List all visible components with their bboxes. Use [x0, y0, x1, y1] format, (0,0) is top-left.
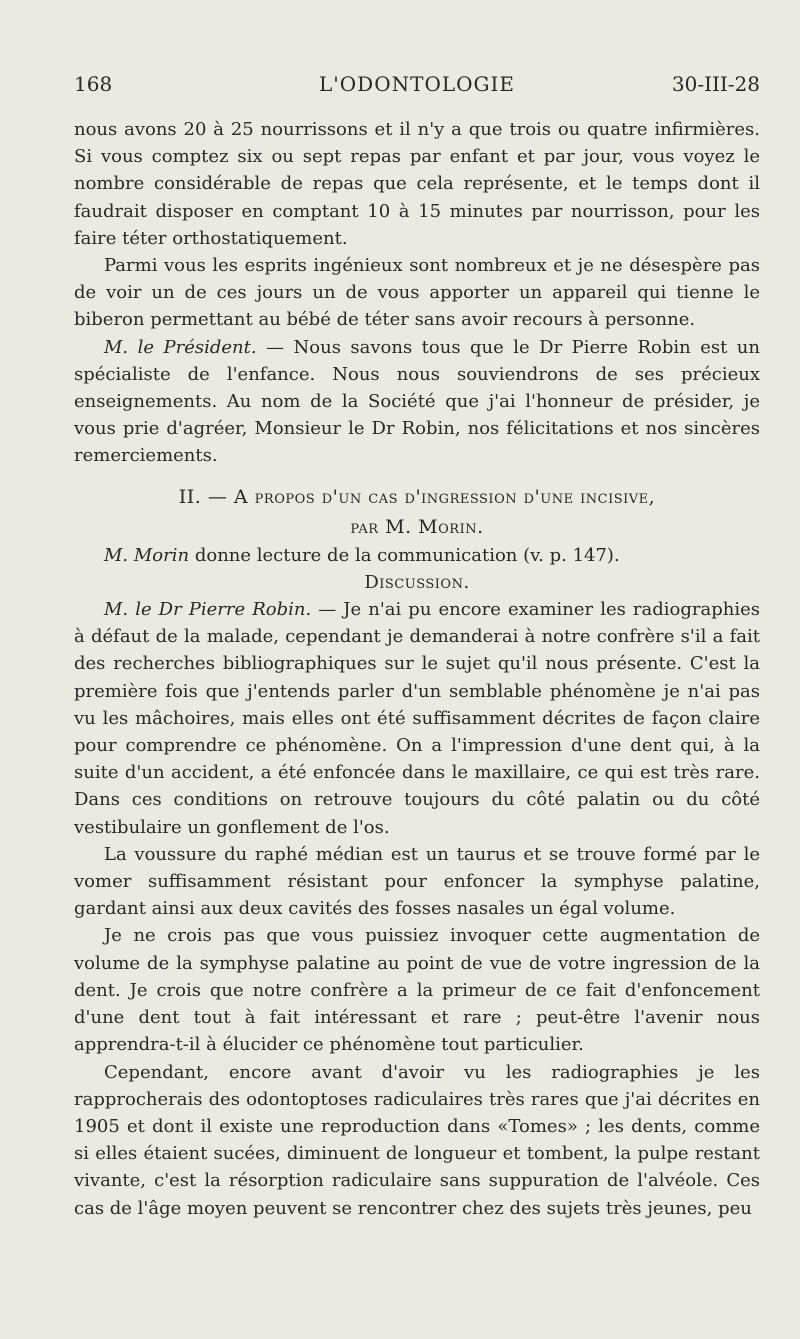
paragraph-5-text: — Je n'ai pu encore examiner les radiographies à défaut de la malade, cependant je demanderai à notre confrère s'il a fait des recherches bibliographiques sur le sujet qu'il nous présente. C'est la première fois que j'entends parler d'un semblable phénomène je n'ai pas vu les mâchoires, mais elles ont été suffisamment décrites de façon claire pour comprendre ce phénomène. On a l'impression d'une dent qui, à la suite d'un accident, a été enfoncée dans le maxillaire, ce qui est très rare. Dans ces conditions on retrouve toujours du côté palatin ou du côté vestibulaire un gonflement de l'os.	[74, 599, 760, 838]
section-heading	[74, 482, 760, 542]
section-heading-line-1: II. — A propos d'un cas d'ingression d'une incisive,	[178, 485, 656, 508]
speaker-morin: M. Morin	[104, 544, 190, 566]
section-heading-line-2: par M. Morin.	[350, 515, 484, 538]
journal-title: L'ODONTOLOGIE	[319, 72, 515, 96]
paragraph-3-text: — Nous savons tous que le Dr Pierre Robin est un spécialiste de l'enfance. Nous nous souviendrons de ses précieux enseignements. Au nom de la Société que j'ai l'honneur de présider, je vous prie d'agréer, Monsieur le Dr Robin, nos félicitations et nos sincères remerciements.	[74, 336, 760, 467]
paragraph-2: Parmi vous les esprits ingénieux sont nombreux et je ne désespère pas de voir un de ces jours un de vous apporter un appareil qui tienne le biberon permettant au bébé de téter sans avoir recours à personne.	[74, 255, 760, 331]
speaker-robin: M. le Dr Pierre Robin.	[104, 599, 312, 621]
paragraph-8: Cependant, encore avant d'avoir vu les radiographies je les rapprocherais des odontoptoses radiculaires très rares que j'ai décrites en 1905 et dont il existe une reproduction dans «Tomes» ; les dents, comme si elles étaient sucées, diminuent de longueur et tombent, la pulpe restant vivante, c'est la résorption radiculaire sans suppuration de l'alvéole. Ces cas de l'âge moyen peuvent se rencontrer chez des sujets très jeunes, peu	[74, 1061, 760, 1219]
paragraph-4-text: donne lecture de la communication (v. p. 147).	[189, 544, 620, 566]
paragraph-1: nous avons 20 à 25 nourrissons et il n'y a que trois ou quatre infirmières. Si vous comptez six ou sept repas par enfant et par jour, vous voyez le nombre considérable de repas que cela représente, et le temps dont il faudrait disposer en comptant 10 à 15 minutes par nourrisson, pour les faire téter orthostatiquement.	[74, 119, 760, 249]
paragraph-6: La voussure du raphé médian est un taurus et se trouve formé par le vomer suffisamment résistant pour enfoncer la symphyse palatine, gardant ainsi aux deux cavités des fosses nasales un égal volume.	[74, 843, 760, 920]
paragraph-7: Je ne crois pas que vous puissiez invoquer cette augmentation de volume de la symphyse palatine au point de vue de votre ingression de la dent. Je crois que notre confrère a la primeur de ce fait d'enfoncement d'une dent tout à fait intéressant et rare ; peut-être l'avenir nous apprendra-t-il à élucider ce phénomène tout particulier.	[74, 925, 760, 1056]
page-number: 168	[74, 72, 113, 96]
issue-date: 30-III-28	[671, 72, 760, 96]
page-header	[74, 72, 760, 102]
speaker-president: M. le Président.	[104, 336, 257, 358]
paragraph-4	[74, 542, 760, 569]
page-body	[74, 116, 760, 1222]
discussion-heading: Discussion.	[364, 571, 470, 593]
paragraph-3	[74, 334, 760, 470]
paragraph-5	[74, 596, 760, 841]
